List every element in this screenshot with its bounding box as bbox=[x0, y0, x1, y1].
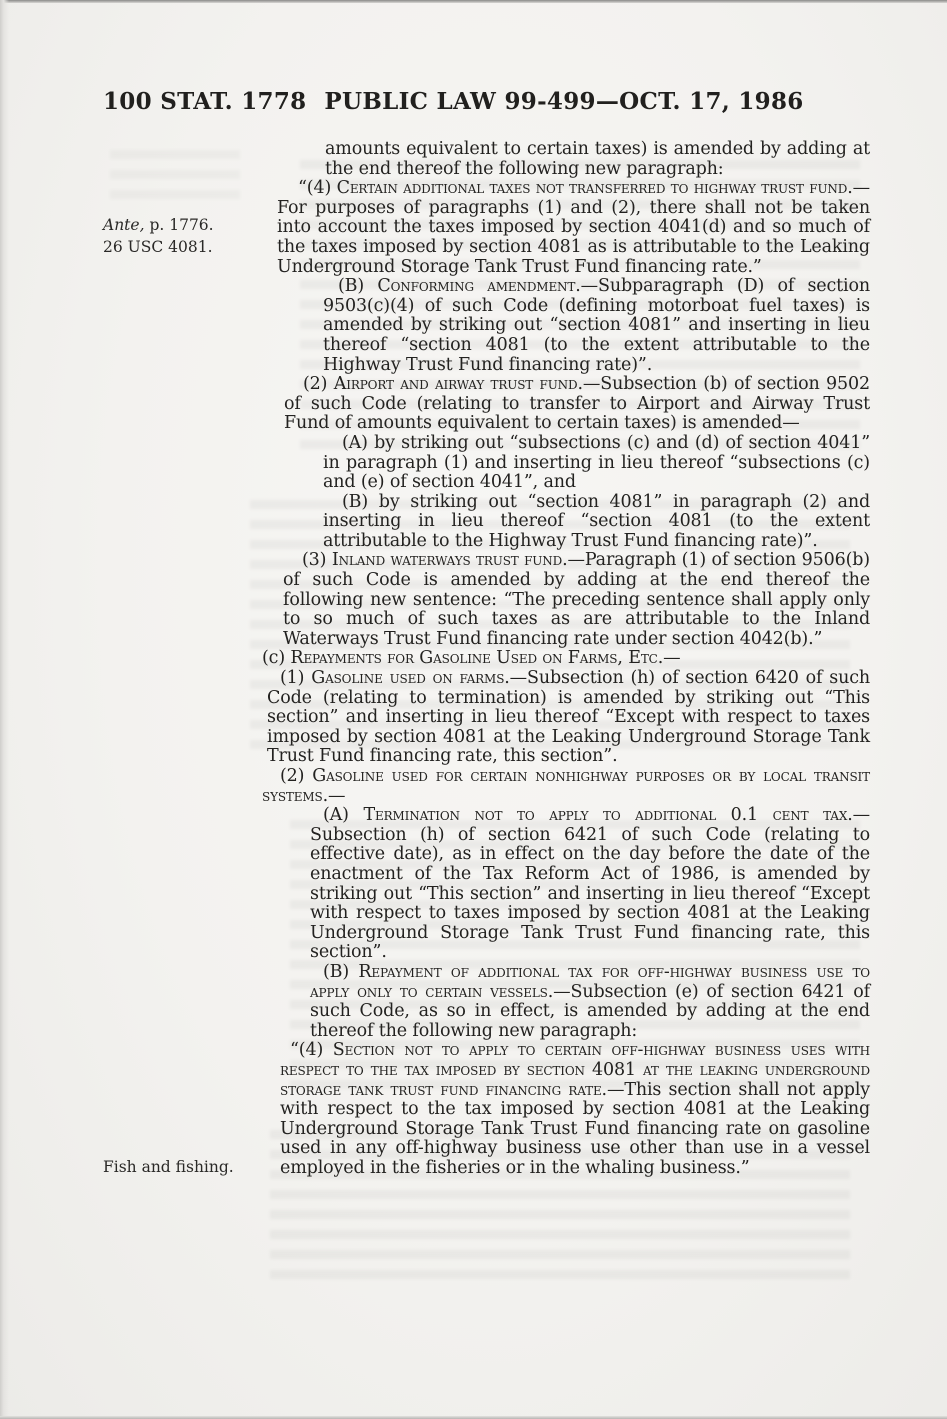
statute-text: (A) bbox=[323, 805, 364, 826]
statute-paragraph bbox=[325, 140, 870, 179]
statute-paragraph bbox=[323, 493, 870, 552]
margin-note bbox=[103, 238, 213, 257]
smallcaps-heading-text: Airport and airway trust fund.— bbox=[333, 374, 601, 395]
margin-note bbox=[103, 1158, 234, 1177]
statute-text: “(4) bbox=[298, 178, 337, 199]
stat-page-number: 100 STAT. 1778 bbox=[103, 88, 307, 115]
statute-paragraph bbox=[284, 375, 870, 434]
statute-text: Fish and fishing. bbox=[103, 1158, 234, 1176]
statute-paragraph bbox=[310, 806, 870, 963]
statute-text: (c) bbox=[262, 648, 291, 669]
statute-text: p. 1776. bbox=[144, 216, 214, 234]
statute-paragraph bbox=[310, 963, 870, 1041]
statute-text: “(4) bbox=[290, 1040, 333, 1061]
statute-text: For purposes of paragraphs (1) and (2), there shall not be taken into account the taxes imposed by section 4041(d) and so much of the taxes imposed by section 4081 as is attributable to the Leaking Underground Storage Tank Trust Fund financing rate.” bbox=[277, 197, 870, 277]
statute-text: (B) bbox=[323, 961, 359, 982]
smallcaps-heading-text: Repayments for Gasoline Used on Farms, Etc.— bbox=[290, 648, 681, 669]
statute-paragraph bbox=[323, 277, 870, 375]
statute-text: (B) by striking out “section 4081” in paragraph (2) and inserting in lieu thereof “section 4081 (to the extent attributable to the Highway Trust Fund financing rate)”. bbox=[323, 491, 870, 551]
statute-paragraph bbox=[323, 434, 870, 493]
smallcaps-heading-text: Repayment of additional tax for off-highway business use to apply only to certain vessels.— bbox=[310, 961, 870, 1002]
statute-text: amounts equivalent to certain taxes) is amended by adding at the end thereof the following new paragraph: bbox=[325, 139, 870, 179]
smallcaps-heading-text: Gasoline used for certain nonhighway purposes or by local transit systems.— bbox=[262, 766, 870, 806]
statute-text: (2) bbox=[303, 374, 334, 395]
smallcaps-heading-text: Conforming amendment.— bbox=[377, 276, 599, 297]
statute-paragraph bbox=[283, 551, 870, 649]
smallcaps-heading-text: Section not to apply to certain off-highway business uses with respect to the tax imposed by section 4081 at the leaking underground storage tank trust fund financing rate.— bbox=[280, 1040, 870, 1100]
statute-text: (1) bbox=[280, 668, 312, 689]
statute-paragraph bbox=[277, 179, 870, 277]
margin-notes-column bbox=[0, 0, 250, 1419]
statute-paragraph bbox=[280, 1041, 870, 1178]
statute-text: Subsection (h) of section 6420 of such Code (relating to termination) is amended by striking out “This section” and inserting in lieu thereof “Except with respect to taxes imposed by section 4081 at the Leaking Underground Storage Tank Trust Fund financing rate, this section”. bbox=[267, 668, 870, 767]
smallcaps-heading-text: Gasoline used on farms.— bbox=[311, 668, 528, 689]
statute-text: Paragraph (1) of section 9506(b) of such Code is amended by adding at the end thereof the following new sentence: “The preceding sentence shall apply only to so much of such taxes as are attributable to the Inland Waterways Trust Fund financing rate under section 4042(b).” bbox=[283, 550, 870, 649]
statute-text: Subsection (h) of section 6421 of such Code (relating to effective date), as in effect on the day before the date of the enactment of the Tax Reform Act of 1986, is amended by striking out “This section” and inserting in lieu thereof “Except with respect to taxes imposed by section 4081 at the Leaking Underground Storage Tank Trust Fund financing rate, this section”. bbox=[310, 824, 870, 963]
statute-text: Subparagraph (D) of section 9503(c)(4) of such Code (defining motorboat fuel taxes) is amended by striking out “section 4081” and inserting in lieu thereof “section 4081 (to the extent attributable to the Highway Trust Fund financing rate)”. bbox=[323, 276, 870, 375]
statute-text: Ante, bbox=[103, 216, 145, 234]
statute-text: This section shall not apply with respect to the tax imposed by section 4081 at the Leaking Underground Storage Tank Trust Fund financing rate on gasoline used in any off-highway business use other than use in a vessel employed in the fisheries or in the whaling business.” bbox=[280, 1079, 871, 1178]
statute-text: (A) by striking out “subsections (c) and (d) of section 4041” in paragraph (1) and inserting in lieu thereof “subsections (c) and (e) of section 4041”, and bbox=[323, 432, 870, 493]
statute-text: Subsection (e) of section 6421 of such Code, as so in effect, is amended by adding at the end thereof the following new paragraph: bbox=[310, 981, 870, 1041]
smallcaps-heading-text: Termination not to apply to additional 0.1 cent tax.— bbox=[363, 805, 870, 826]
statute-paragraph bbox=[262, 767, 870, 806]
statute-text: Subsection (b) of section 9502 of such Code (relating to transfer to Airport and Airway Trust Fund of amounts equivalent to certain taxes) is amended— bbox=[284, 374, 870, 434]
statute-text: (2) bbox=[280, 766, 313, 786]
statute-text: (B) bbox=[338, 276, 378, 297]
margin-note bbox=[103, 216, 214, 235]
smallcaps-heading-text: Inland waterways trust fund.— bbox=[331, 550, 585, 571]
statute-text: (3) bbox=[302, 550, 332, 571]
smallcaps-heading-text: Certain additional taxes not transferred to highway trust fund.— bbox=[336, 178, 870, 199]
statute-paragraph bbox=[258, 649, 870, 669]
statute-text-column bbox=[258, 140, 870, 1178]
statute-text: 26 USC 4081. bbox=[103, 238, 213, 256]
statute-paragraph bbox=[267, 669, 870, 767]
public-law-title: PUBLIC LAW 99-499—OCT. 17, 1986 bbox=[324, 88, 804, 115]
